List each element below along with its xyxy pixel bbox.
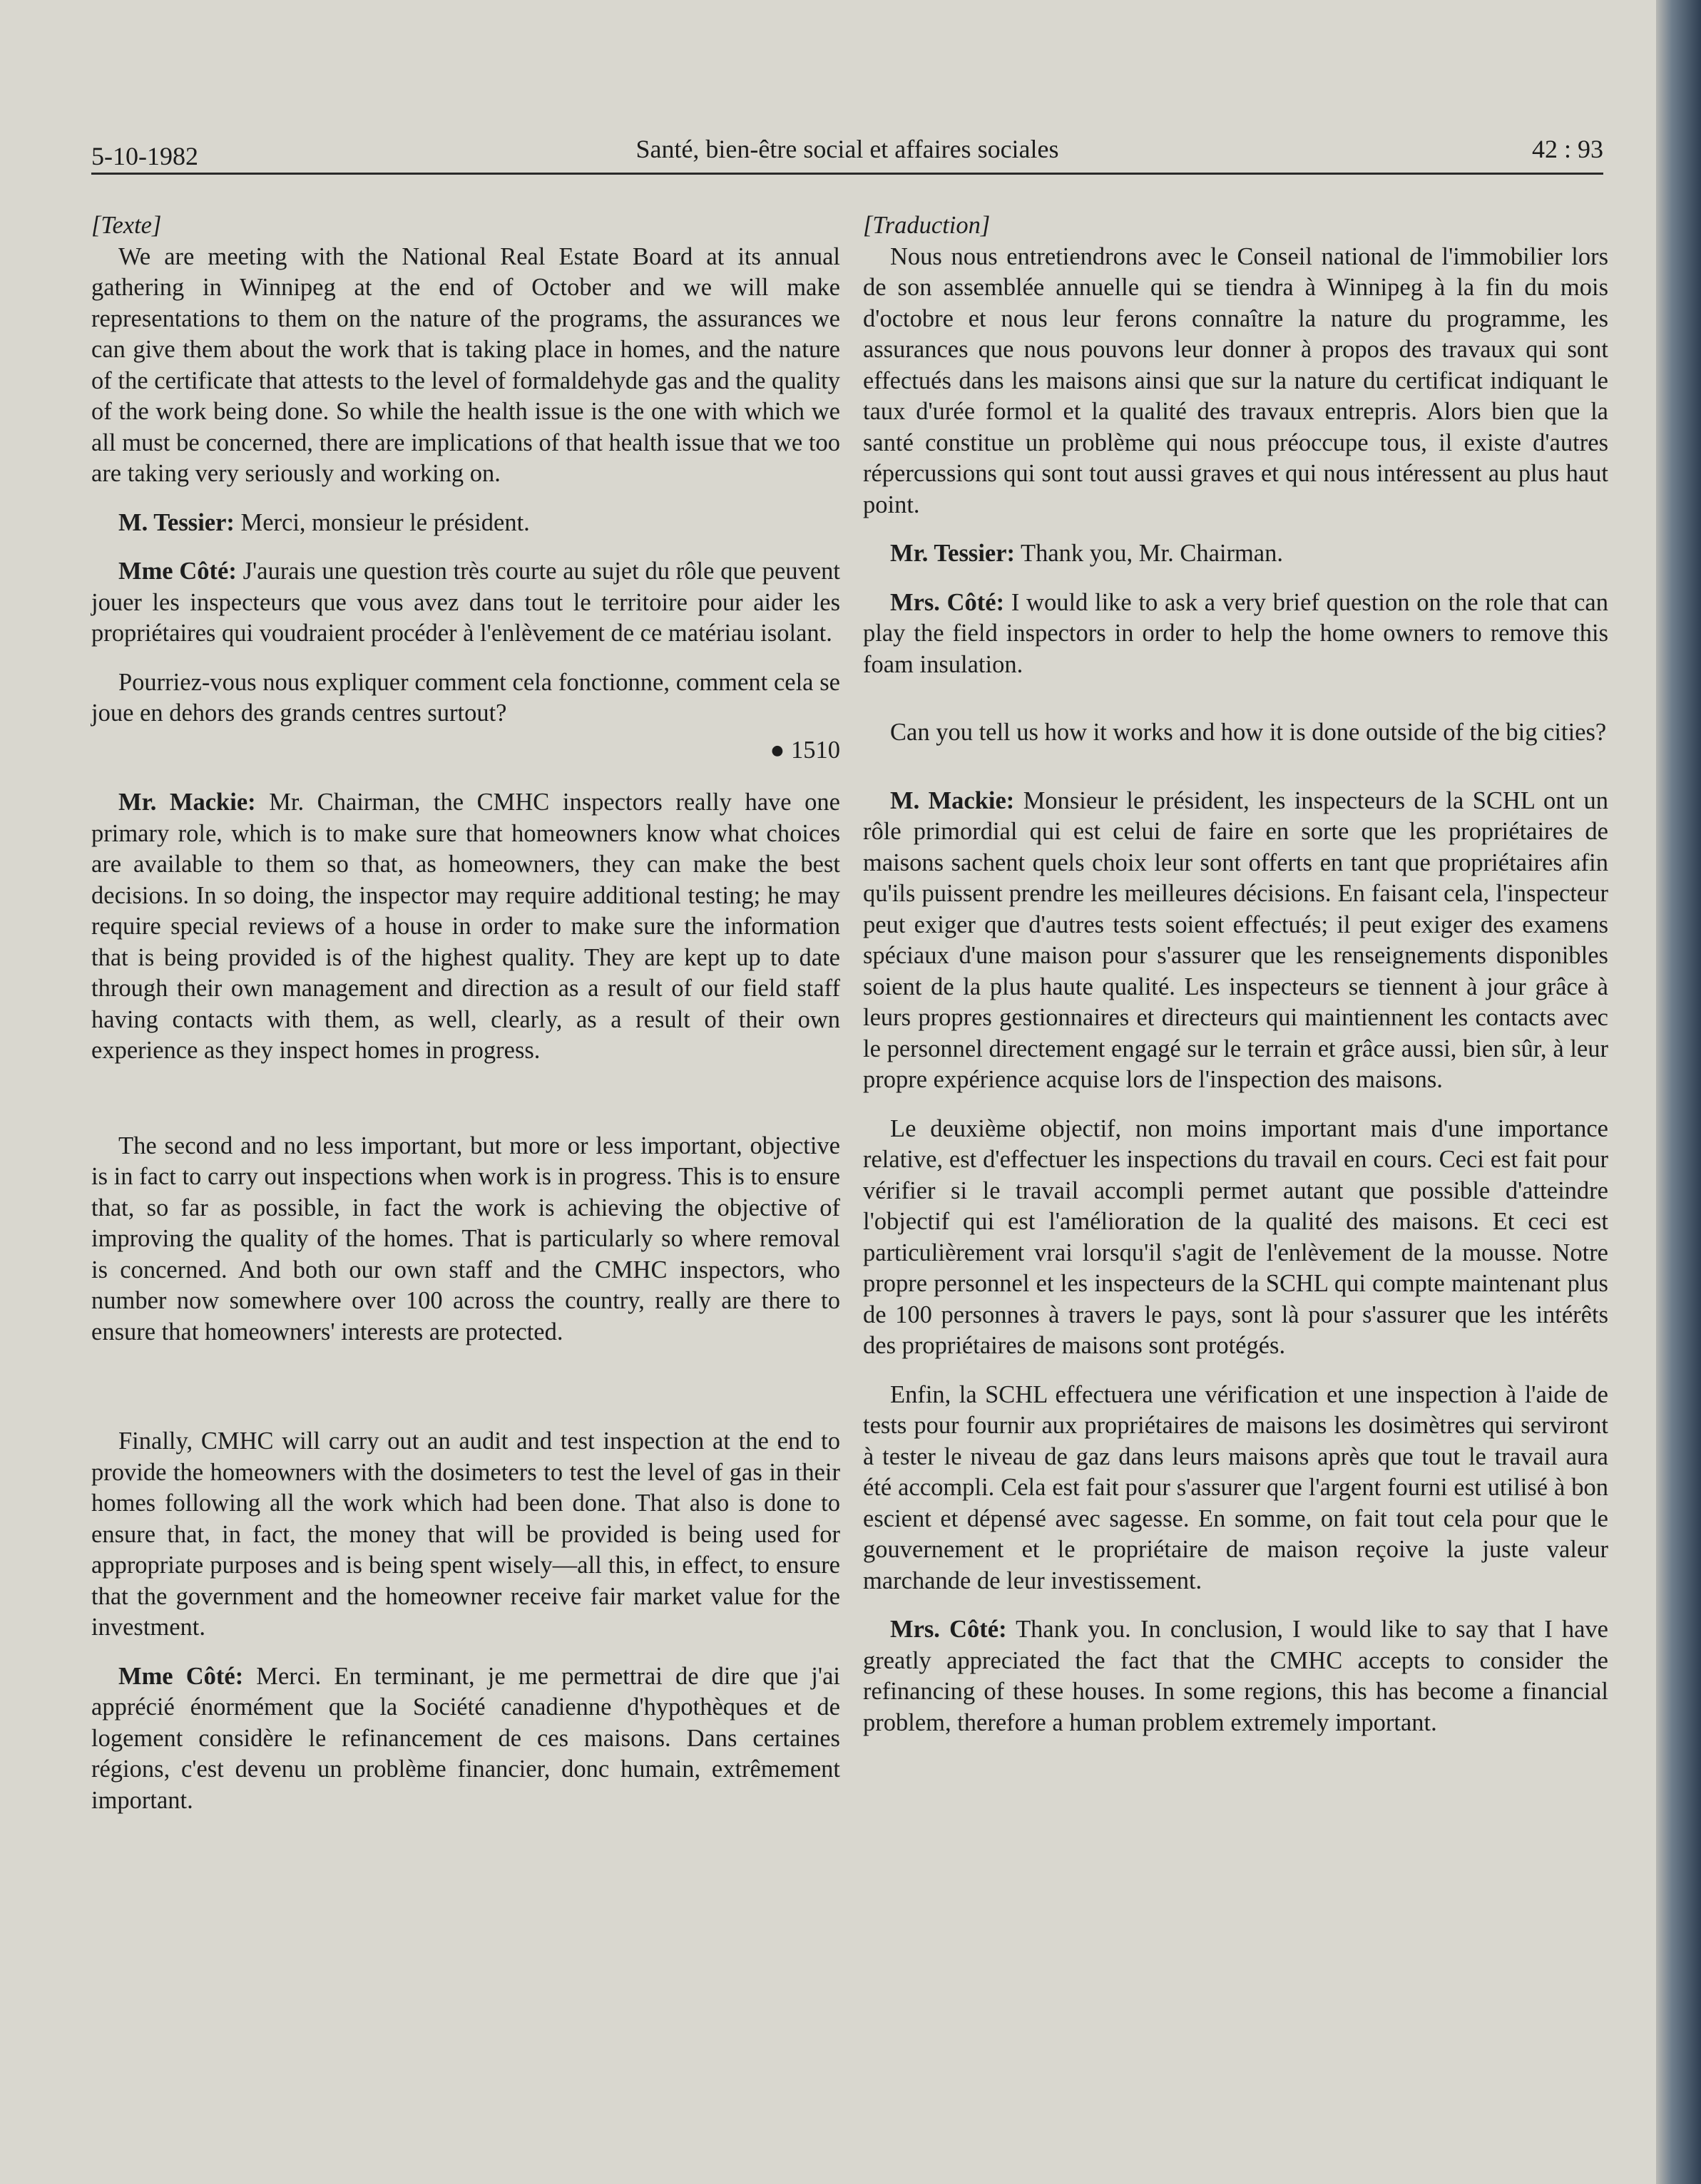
column-label: [Traduction] — [863, 212, 991, 239]
speech-text: Mr. Chairman, the CMHC inspectors really have one primary role, which is to make sure that homeowners know what choices are available to them so that, as homeowners, they can make the best decisions. In so doing, the inspector may require additional testing; he may require special reviews of a house in order to make sure the information that is being provided is of the highest quality. They are kept up to date through their own management and direction as a result of our field staff having contacts with them, as well, clearly, as a result of their own experience as they inspect homes in progress. — [91, 789, 840, 1064]
paragraph: Le deuxième objectif, non moins important mais d'une importance relative, est d'effectuer les inspections du travail en cours. Ceci est fait pour vérifier si le travail accompli permet autant que possible d'atteindre l'objectif qui est l'amélioration de la qualité des maisons. Et ceci est particulièrement vrai lorsqu'il s'agit de l'enlèvement de la mousse. Notre propre personnel et les inspecteurs de la SCHL qui compte maintenant plus de 100 personnes à travers le pays, sont là pour s'assurer que les intérêts des propriétaires de maisons sont protégés. — [863, 1114, 1608, 1359]
speaker-name: M. Mackie: — [890, 786, 1015, 814]
paragraph: The second and no less important, but more or less important, objective is in fact to carry out inspections when work is in progress. This is to ensure that, so far as possible, in fact the work is achieving the objective of improving the quality of the homes. That is particularly so where removal is concerned. And both our own staff and the CMHC inspectors, who number now somewhere over 100 across the country, really are there to ensure that homeowners' interests are protected. — [91, 1132, 840, 1345]
paragraph: Enfin, la SCHL effectuera une vérification et une inspection à l'aide de tests pour fournir aux propriétaires de maisons les dosimètres qui serviront à tester le niveau de gaz dans leurs maisons après que tout le travail aura été accompli. Cela est fait pour s'assurer que l'argent fourni est utilisé à bon escient et dépensé avec sagesse. En somme, on fait tout cela pour que le gouvernement et le propriétaire de maison reçoive la juste valeur marchande de leur investissement. — [863, 1380, 1608, 1594]
speech-text: Merci, monsieur le président. — [234, 508, 530, 536]
page-number: 42 : 93 — [1531, 135, 1603, 163]
speaker-name: Mr. Mackie: — [118, 789, 256, 816]
paragraph: Finally, CMHC will carry out an audit and test inspection at the end to provide the homeowners with the dosimeters to test the level of gas in their homes following all the work which had been done. That also is done to ensure that, in fact, the money that will be provided is being used for appropriate purposes and is being spent wisely—all this, in effect, to ensure that the government and the homeowner receive fair market value for the investment. — [91, 1427, 840, 1641]
speech-text: J'aurais une question très courte au sujet du rôle que peuvent jouer les inspecteurs que vous avez dans tout le territoire pour aider les propriétaires qui voudraient procéder à l'enlèvement de ce matériau isolant. — [91, 558, 840, 647]
speaker-name: Mme Côté: — [118, 558, 237, 585]
speaker-name: M. Tessier: — [118, 508, 235, 536]
speech-text: Thank you. In conclusion, I would like to say that I have greatly appreciated the fact that the CMHC accepts to consider the refinancing of these houses. In some regions, this has become a financial problem, therefore a human problem extremely important. — [863, 1616, 1608, 1736]
speech-text: Thank you, Mr. Chairman. — [1015, 540, 1283, 567]
binding-edge — [1656, 0, 1701, 2184]
left-column-english — [91, 210, 840, 1834]
speech-text: Monsieur le président, les inspecteurs de la SCHL ont un rôle primordial qui est celui de faire en sorte que les propriétaires de maisons sachent quels choix leur sont offerts en tant que propriétaires afin qu'ils puissent prendre les meilleures décisions. En faisant cela, l'inspecteur peut exiger que d'autres tests soient effectués; il peut exiger des examens spéciaux d'une maison pour s'assurer que les renseignements disponibles soient de la plus haute qualité. Les inspecteurs se tiennent à jour grâce à leurs propres gestionnaires et directeurs qui maintiennent les contacts avec le personnel directement engagé sur le terrain et grâce aussi, bien sûr, à leur propre expérience acquise lors de l'inspection des maisons. — [863, 786, 1609, 1093]
column-label: [Texte] — [91, 212, 162, 239]
speaker-paragraph — [91, 1661, 840, 1817]
paragraph: Can you tell us how it works and how it is done outside of the big cities? — [890, 719, 1607, 746]
header-title: Santé, bien-être social et affaires sociales — [635, 135, 1059, 163]
speech-text: I would like to ask a very brief question on the role that can play the field inspectors in order to help the home owners to remove this foam insulation. — [863, 588, 1608, 678]
speaker-name: Mme Côté: — [118, 1662, 244, 1690]
speech-text: Merci. En terminant, je me permettrai de dire que j'ai apprécié énormément que la Société canadienne d'hypothèques et de logement considère le refinancement de ces maisons. Dans certaines régions, c'est devenu un problème financier, donc humain, extrêmement important. — [91, 1662, 840, 1814]
speaker-paragraph — [863, 1614, 1608, 1738]
speaker-name: Mr. Tessier: — [890, 540, 1016, 567]
speaker-paragraph — [863, 538, 1608, 570]
paragraph: Pourriez-vous nous expliquer comment cela fonctionne, comment cela se joue en dehors des grands centres surtout? — [91, 668, 840, 727]
speaker-name: Mrs. Côté: — [890, 1616, 1007, 1643]
speaker-name: Mrs. Côté: — [890, 588, 1005, 616]
speaker-paragraph — [91, 556, 840, 650]
header-date: 5-10-1982 — [91, 142, 198, 170]
speaker-paragraph — [91, 508, 840, 539]
time-marker: ● 1510 — [770, 736, 840, 764]
speaker-paragraph — [863, 786, 1608, 1096]
paragraph: Nous nous entretiendrons avec le Conseil national de l'immobilier lors de son assemblée annuelle qui se tiendra à Winnipeg à la fin du mois d'octobre et nous leur ferons connaître la nature du programme, les assurances que nous pouvons leur donner à propos des travaux qui sont effectués dans les maisons ainsi que sur la nature du certificat indiquant le taux d'urée formol et la qualité des travaux entrepris. Alors bien que la santé constitue un problème qui nous préoccupe tous, il existe d'autres répercussions qui sont tout aussi graves et qui nous intéressent au plus haut point. — [863, 242, 1608, 518]
speaker-paragraph — [91, 787, 840, 1067]
right-column-french — [863, 210, 1608, 1756]
page-header — [91, 134, 1603, 174]
speaker-paragraph — [863, 588, 1608, 681]
paragraph: We are meeting with the National Real Estate Board at its annual gathering in Winnipeg at the end of October and we will make representations to them on the nature of the programs, the assurances we can give them about the work that is taking place in homes, and the nature of the certificate that attests to the level of formaldehyde gas and the quality of the work being done. So while the health issue is the one with which we all must be concerned, there are implications of that health issue that we too are taking very seriously and working on. — [91, 242, 840, 487]
header-rule — [91, 173, 1603, 175]
